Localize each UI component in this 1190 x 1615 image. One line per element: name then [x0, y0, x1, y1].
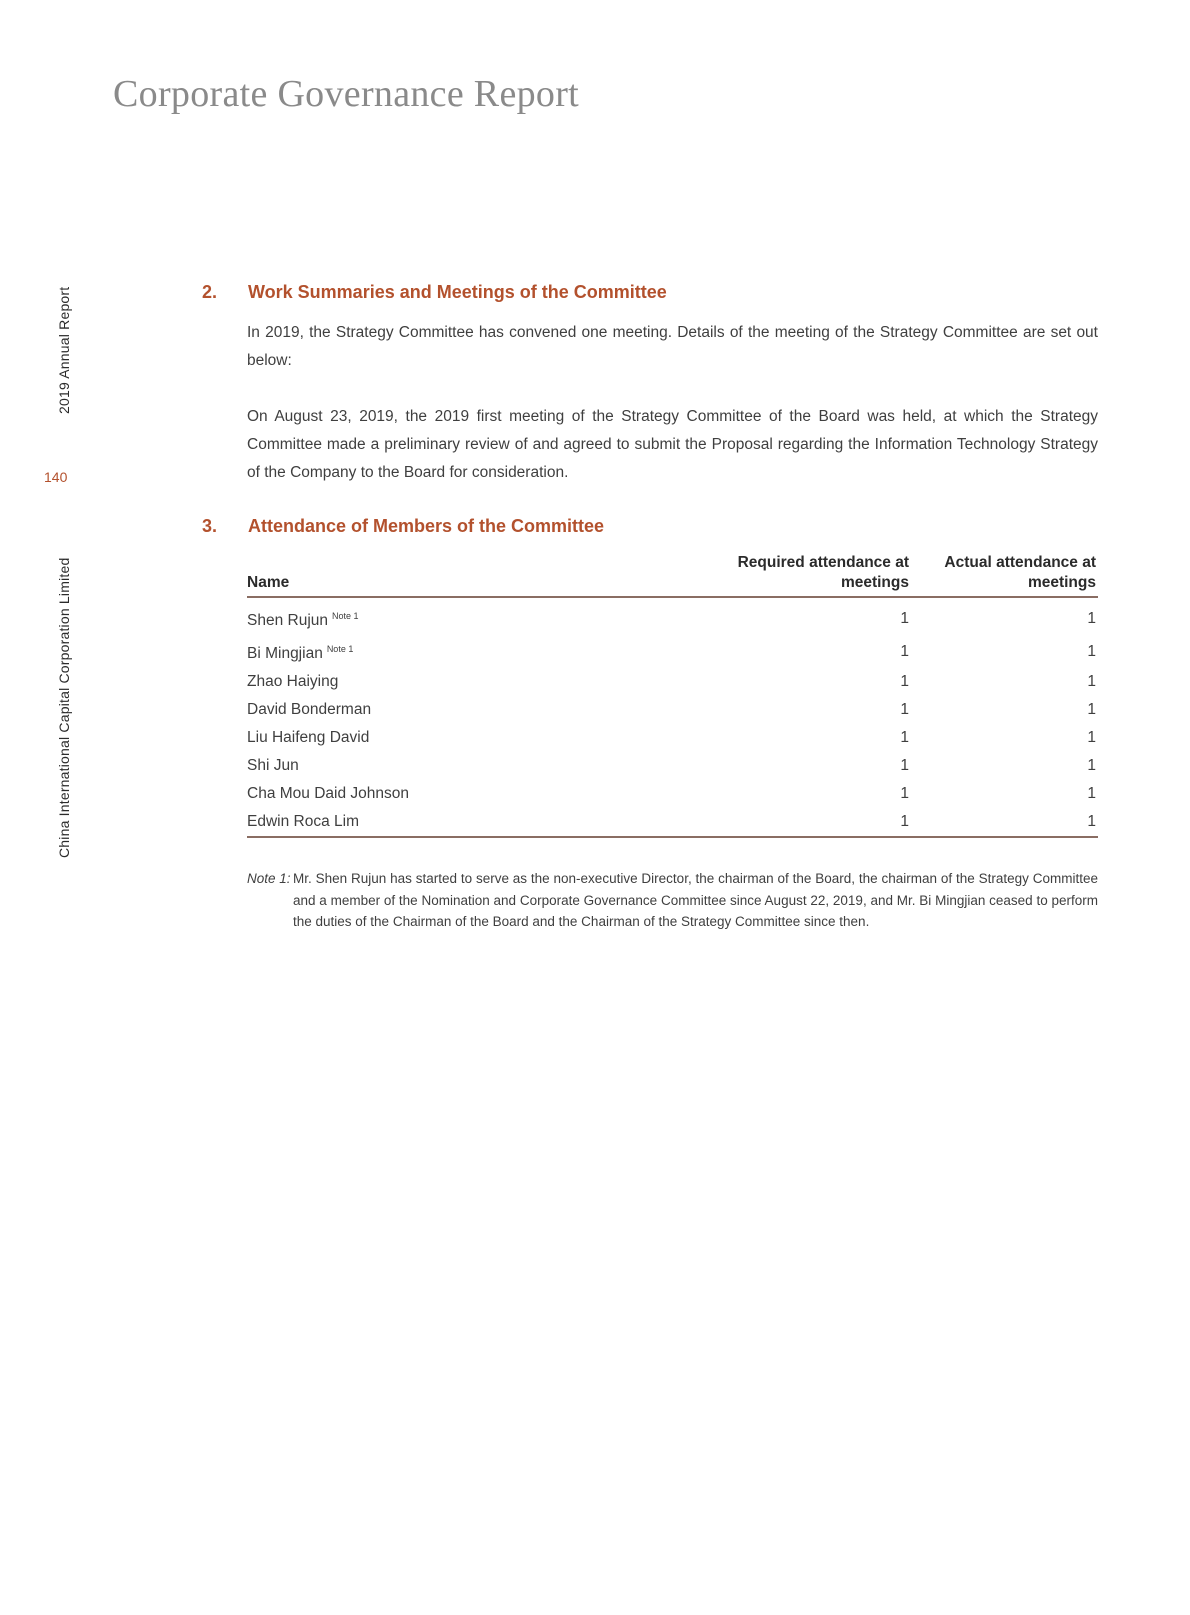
page-title: Corporate Governance Report: [113, 73, 580, 115]
actual-attendance-cell: 1: [1087, 701, 1096, 718]
sidebar-report-label: 2019 Annual Report: [56, 286, 72, 414]
table-row: [247, 635, 1098, 668]
section-3-title: Attendance of Members of the Committee: [248, 516, 605, 536]
required-attendance-cell: 1: [900, 757, 909, 774]
section-3-number: 3.: [202, 516, 218, 536]
table-row: [247, 752, 1098, 780]
footnote-note-1: [247, 868, 1098, 933]
column-header-actual: Actual attendance at meetings: [944, 554, 1096, 591]
section-2-paragraph-1: In 2019, the Strategy Committee has convened one meeting. Details of the meeting of the Strategy Committee are set out below:: [247, 324, 1098, 369]
required-attendance-cell: 1: [900, 729, 909, 746]
table-row: [247, 597, 1098, 635]
member-name-cell: Bi Mingjian $^{Note 1}$: [247, 644, 354, 662]
actual-attendance-cell: 1: [1087, 757, 1096, 774]
column-header-name: Name: [247, 574, 290, 591]
actual-attendance-cell: 1: [1087, 609, 1096, 627]
page-number: 140: [44, 469, 68, 485]
note-reference: Note 1: [332, 611, 359, 621]
table-row: [247, 724, 1098, 752]
table-row: [247, 696, 1098, 724]
required-attendance-cell: 1: [900, 785, 909, 802]
footnote-label: Note 1:: [247, 871, 291, 886]
section-2-paragraph-2: On August 23, 2019, the 2019 first meeting of the Strategy Committee of the Board was held, at which the Strategy Committee made a preliminary review of and agreed to submit the Proposal regarding the Information Technology Strategy of the Company to the Board for consideration.: [247, 408, 1098, 481]
actual-attendance-cell: 1: [1087, 673, 1096, 690]
section-2-title: Work Summaries and Meetings of the Committee: [248, 282, 667, 302]
column-header-required: Required attendance at meetings: [737, 554, 909, 591]
attendance-table: [247, 553, 1098, 838]
required-attendance-cell: 1: [900, 673, 909, 690]
section-3-heading: [202, 516, 604, 537]
actual-attendance-cell: 1: [1087, 642, 1096, 660]
note-reference: Note 1: [326, 644, 354, 654]
member-name-cell: Edwin Roca Lim: [247, 808, 709, 837]
sidebar-company-label: China International Capital Corporation Limited: [56, 557, 72, 858]
member-name-cell: Cha Mou Daid Johnson: [247, 785, 409, 802]
table-row: [247, 780, 1098, 808]
actual-attendance-cell: 1: [1087, 785, 1096, 802]
table-row: [247, 808, 1098, 837]
required-attendance-cell: 1: [900, 701, 909, 718]
member-name-cell: David Bonderman: [247, 701, 372, 718]
actual-attendance-cell: 1: [911, 808, 1098, 837]
member-name-cell: Liu Haifeng David: [247, 729, 370, 746]
actual-attendance-cell: 1: [1087, 729, 1096, 746]
attendance-table-header: [247, 553, 1098, 597]
required-attendance-cell: 1: [900, 642, 909, 660]
table-row: [247, 668, 1098, 696]
member-name-cell: Shen Rujun $^{Note 1}$: [247, 611, 359, 629]
footnote-text: Mr. Shen Rujun has started to serve as the non-executive Director, the chairman of the Board, the chairman of the Strategy Committee and a member of the Nomination and Corporate Governance Committee since August 22, 2019, and Mr. Bi Mingjian ceased to perform the duties of the Chairman of the Board and the Chairman of the Strategy Committee since then.: [293, 871, 1098, 929]
member-name-cell: Shi Jun: [247, 757, 299, 774]
member-name-cell: Zhao Haiying: [247, 673, 339, 690]
section-2-number: 2.: [202, 282, 218, 302]
section-2-heading: [202, 282, 667, 303]
required-attendance-cell: 1: [900, 609, 909, 627]
required-attendance-cell: 1: [709, 808, 911, 837]
